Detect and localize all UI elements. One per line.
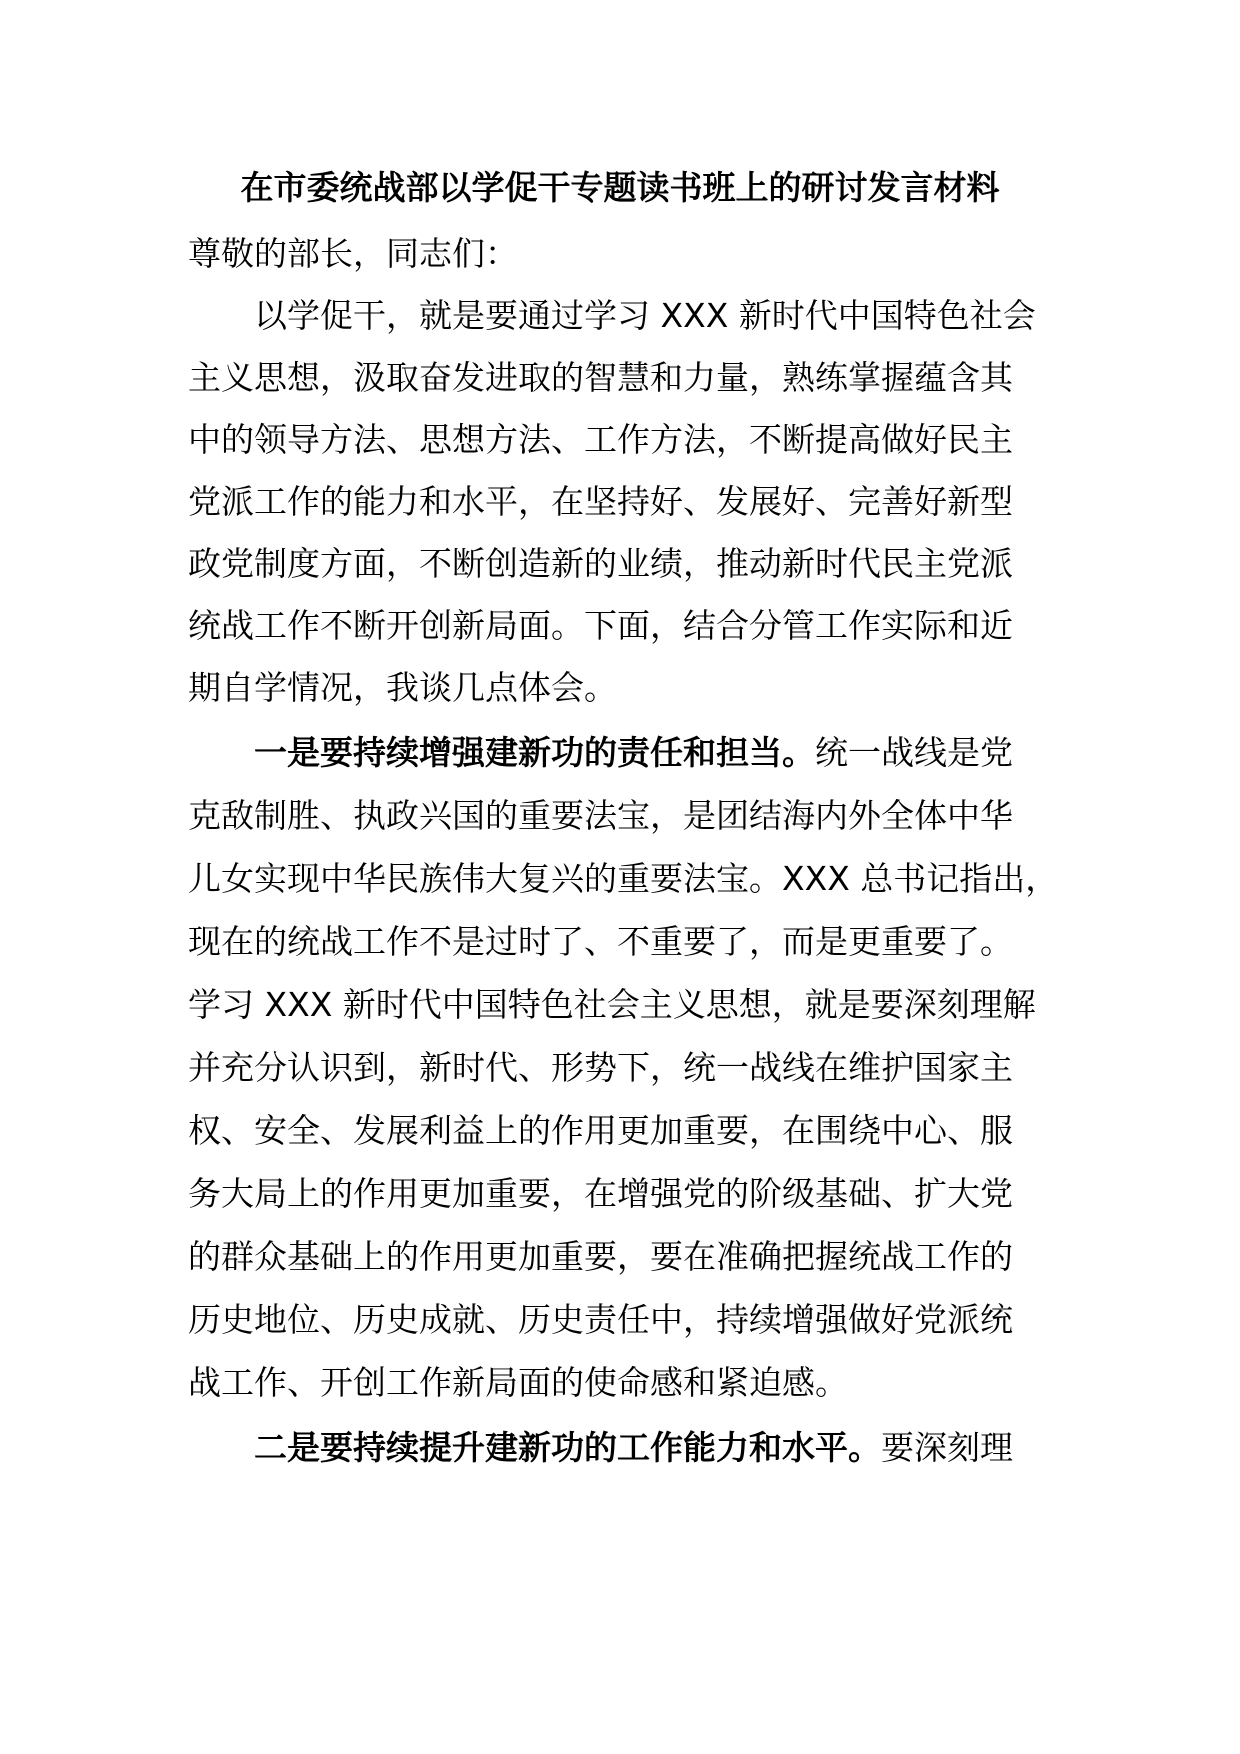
section-2-first-line — [254, 1423, 1013, 1473]
salutation: 尊敬的部长，同志们： — [188, 234, 518, 273]
section-1-line: 现在的统战工作不是过时了、不重要了，而是更重要了。 — [188, 922, 1013, 961]
section-1-line: 务大局上的作用更加重要，在增强党的阶级基础、扩大党 — [188, 1174, 1013, 1213]
paragraph-1-line: 以学促干，就是要通过学习 XXX 新时代中国特色社会 — [254, 296, 1036, 335]
section-1-heading: 一是要持续增强建新功的责任和担当。 — [254, 733, 815, 772]
section-1-line: 学习 XXX 新时代中国特色社会主义思想，就是要深刻理解 — [188, 985, 1036, 1024]
paragraph-1-line: 党派工作的能力和水平，在坚持好、发展好、完善好新型 — [188, 482, 1013, 521]
section-1-line: 的群众基础上的作用更加重要，要在准确把握统战工作的 — [188, 1237, 1013, 1276]
section-1-line: 儿女实现中华民族伟大复兴的重要法宝。XXX 总书记指出， — [188, 859, 1059, 898]
paragraph-1-line: 主义思想，汲取奋发进取的智慧和力量，熟练掌握蕴含其 — [188, 358, 1013, 397]
section-2-heading: 二是要持续提升建新功的工作能力和水平。 — [254, 1428, 881, 1467]
paragraph-1-line: 期自学情况，我谈几点体会。 — [188, 668, 617, 707]
document-title: 在市委统战部以学促干专题读书班上的研讨发言材料 — [240, 168, 1000, 207]
section-1-line: 克敌制胜、执政兴国的重要法宝，是团结海内外全体中华 — [188, 796, 1013, 835]
section-1-first-line-text: 统一战线是党 — [815, 733, 1013, 772]
section-1-line: 并充分认识到，新时代、形势下，统一战线在维护国家主 — [188, 1048, 1013, 1087]
paragraph-1-line: 统战工作不断开创新局面。下面，结合分管工作实际和近 — [188, 606, 1013, 645]
section-1-first-line — [254, 728, 1013, 778]
paragraph-1-line: 中的领导方法、思想方法、工作方法，不断提高做好民主 — [188, 420, 1013, 459]
section-2-first-line-text: 要深刻理 — [881, 1428, 1013, 1467]
paragraph-1-line: 政党制度方面，不断创造新的业绩，推动新时代民主党派 — [188, 544, 1013, 583]
section-1-line: 战工作、开创工作新局面的使命感和紧迫感。 — [188, 1363, 848, 1402]
section-1-line: 历史地位、历史成就、历史责任中，持续增强做好党派统 — [188, 1300, 1013, 1339]
section-1-line: 权、安全、发展利益上的作用更加重要，在围绕中心、服 — [188, 1111, 1013, 1150]
